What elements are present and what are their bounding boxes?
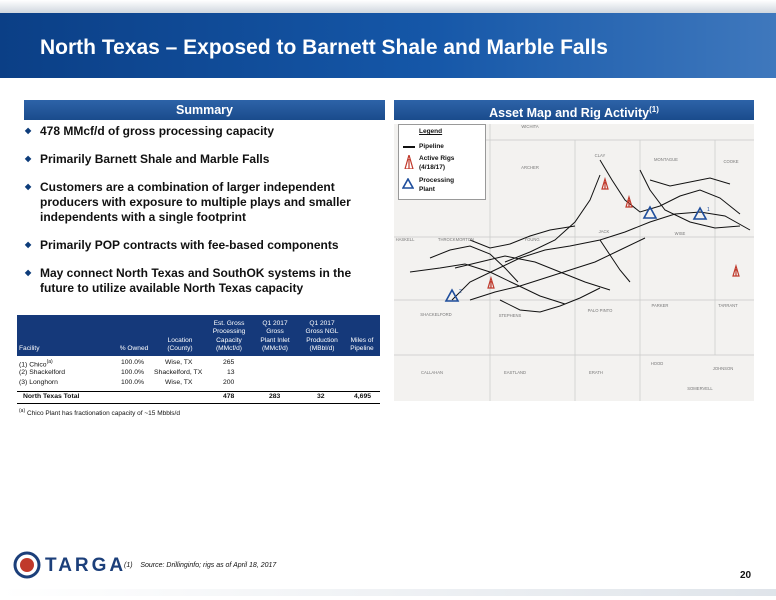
county-label: JACK <box>598 229 610 234</box>
map-legend <box>398 124 486 200</box>
total-capacity: 478 <box>223 393 235 400</box>
county-label: JOHNSON <box>712 366 734 371</box>
map-heading <box>394 100 754 120</box>
legend-plant-2: Plant <box>419 186 435 193</box>
county-label: SOMERVELL <box>687 386 713 391</box>
facility-name: (1) Chico <box>19 361 47 369</box>
col-inlet: Q1 2017 Gross Plant Inlet (MMcf/d) <box>260 319 290 353</box>
county-label: HASKELL <box>395 237 415 242</box>
cell-capacity: 13 <box>227 369 235 376</box>
title-banner <box>0 13 776 78</box>
bullet-text: May connect North Texas and SouthOK systems in the future to utilize available North Texas capacity <box>40 266 352 295</box>
page-number: 20 <box>740 570 752 581</box>
county-label: CLAY <box>594 153 606 158</box>
cell-location: Shackelford, TX <box>154 369 203 376</box>
rig-icon <box>626 197 632 207</box>
bullet-text: 478 MMcf/d of gross processing capacity <box>40 124 275 138</box>
footnote-marker: (a) <box>19 408 26 414</box>
cell-owned: 100.0% <box>121 369 145 376</box>
county-label: COOKE <box>723 159 739 164</box>
pipeline-legend-swatch <box>403 146 415 148</box>
county-label: CALLAHAN <box>420 370 444 375</box>
cell-capacity: 200 <box>223 379 235 386</box>
source-text: Source: Drillinginfo; rigs as of April 18, 2017 <box>140 562 277 569</box>
rig-icon <box>733 266 739 276</box>
legend-plant: Processing <box>419 177 455 184</box>
bullet-item <box>24 152 382 167</box>
diamond-bullet-icon: ◆ <box>25 154 32 163</box>
summary-heading: Summary <box>24 100 385 120</box>
bullet-text: Primarily Barnett Shale and Marble Falls <box>40 152 270 166</box>
rig-icon <box>602 179 608 189</box>
col-facility: Facility <box>19 345 40 353</box>
bullet-item <box>24 238 382 253</box>
rig-icon <box>488 278 494 288</box>
total-inlet: 283 <box>269 393 281 400</box>
total-label: North Texas Total <box>23 393 80 400</box>
col-ngl: Q1 2017 Gross NGL Production (MBbl/d) <box>305 319 339 353</box>
county-label: ARCHER <box>521 165 539 170</box>
page-title: North Texas – Exposed to Barnett Shale and Marble Falls <box>40 36 608 59</box>
footnote-marker: (a) <box>46 359 53 365</box>
diamond-bullet-icon: ◆ <box>25 182 32 191</box>
top-strip <box>0 0 776 13</box>
facility-table <box>17 315 380 417</box>
legend-pipeline: Pipeline <box>419 143 444 150</box>
bullet-item <box>24 180 382 225</box>
cell-location: Wise, TX <box>165 379 193 386</box>
county-label: EASTLAND <box>503 370 527 375</box>
logo-wordmark: TARGA <box>45 555 127 576</box>
logo-emblem-icon <box>13 551 43 579</box>
targa-logo <box>13 551 127 579</box>
col-owned: % Owned <box>119 345 149 353</box>
table-header <box>17 315 380 356</box>
diamond-bullet-icon: ◆ <box>25 268 32 277</box>
total-ngl: 32 <box>317 393 325 400</box>
legend-rigs: Active Rigs <box>419 155 455 162</box>
cell-facility: (3) Longhorn <box>19 379 58 386</box>
county-label: PALO PINTO <box>587 308 613 313</box>
legend-title: Legend <box>419 128 443 135</box>
footnote-text: Chico Plant has fractionation capacity of ~15 Mbbls/d <box>26 410 180 418</box>
table-total-row <box>17 391 380 404</box>
plant-markers <box>446 207 710 301</box>
diamond-bullet-icon: ◆ <box>25 126 32 135</box>
col-location: Location (County) <box>167 336 193 353</box>
plant-label: 1 <box>707 207 710 213</box>
county-label: HOOD <box>650 361 664 366</box>
col-miles: Miles of Pipeline <box>350 336 374 353</box>
rig-legend-icon <box>404 155 414 169</box>
county-label: YOUNG <box>524 237 540 242</box>
bullet-text: Customers are a combination of larger independent producers with exposure to multiple plays and smaller independents with a single footprint <box>40 180 351 224</box>
map-heading-text: Asset Map and Rig Activity <box>489 106 650 121</box>
cell-facility: (2) Shackelford <box>19 369 66 376</box>
table-footnote <box>19 408 380 417</box>
plant-icon <box>694 208 706 219</box>
cell-owned: 100.0% <box>121 379 145 386</box>
county-label: MONTAGUE <box>654 157 678 162</box>
footer-source <box>124 562 276 569</box>
county-label: SHACKELFORD <box>420 312 452 317</box>
plant-icon <box>644 207 656 218</box>
bullet-item <box>24 124 382 139</box>
diamond-bullet-icon: ◆ <box>25 240 32 249</box>
plant-label: 2 <box>459 289 462 295</box>
cell-owned: 100.0% <box>121 359 145 366</box>
county-label: WICHITA <box>521 124 539 129</box>
col-capacity: Est. Gross Processing Capacity (MMcf/d) <box>212 319 246 353</box>
county-label: WISE <box>674 231 686 236</box>
footer-strip <box>0 589 776 596</box>
county-label: STEPHENS <box>498 313 522 318</box>
source-number: (1) <box>124 562 133 569</box>
table-row <box>17 378 380 388</box>
plant-legend-icon <box>402 178 414 189</box>
cell-location: Wise, TX <box>165 359 193 366</box>
cell-facility <box>19 359 53 368</box>
cell-capacity: 265 <box>223 359 235 366</box>
summary-bullets <box>24 124 382 309</box>
county-label: TARRANT <box>718 303 738 308</box>
legend-rigs-date: (4/18/17) <box>419 164 446 171</box>
table-row <box>17 358 380 368</box>
county-label: PARKER <box>651 303 669 308</box>
county-label: THROCKMORTON <box>437 237 475 242</box>
county-label: ERATH <box>589 370 603 375</box>
bullet-item <box>24 266 382 296</box>
bullet-text: Primarily POP contracts with fee-based components <box>40 238 339 252</box>
map-heading-footnote: (1) <box>649 105 659 114</box>
table-row <box>17 368 380 378</box>
rig-markers <box>488 179 739 288</box>
total-miles: 4,695 <box>354 393 372 400</box>
